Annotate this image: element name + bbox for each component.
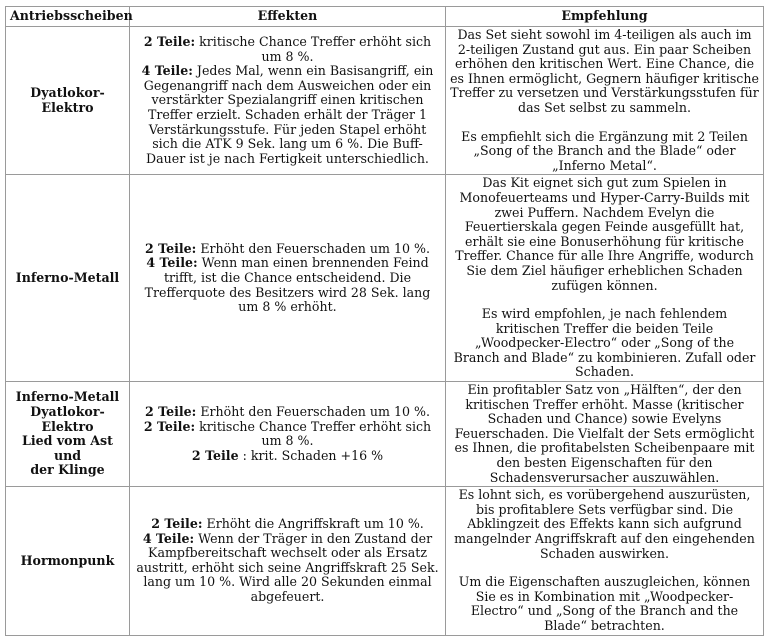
header-row: [6, 7, 764, 27]
recommendation-cell: [446, 27, 764, 175]
set-name-cell: [6, 382, 130, 487]
set-name-cell: [6, 487, 130, 635]
effect-label: 2 Teile:: [143, 418, 196, 434]
recommendation-paragraph: Es wird empfohlen, je nach fehlendem kritischen Treffer die beiden Teile „Woodpecker-Electro“ oder „Song of the Branch and Blade“ zu kombinieren. Zufall oder Schaden.: [453, 306, 756, 380]
recommendation-paragraph: Um die Eigenschaften auszugleichen, können Sie es in Kombination mit „Woodpecker-Electro“ und „Song of the Branch and the Blade“ betrachten.: [458, 574, 751, 633]
set-name-line: Elektro: [41, 99, 94, 115]
set-name-line: Lied vom Ast und: [22, 433, 113, 463]
effects-cell: [130, 27, 446, 175]
table-row: [6, 27, 764, 175]
effect-text: Erhöht die Angriffskraft um 10 %.: [202, 516, 424, 532]
table-row: [6, 175, 764, 382]
drive-disc-table: [5, 6, 764, 636]
set-name-line: Hormonpunk: [20, 552, 115, 568]
effect-label: 4 Teile:: [146, 255, 198, 271]
set-name-line: Dyatlokor-: [30, 85, 105, 101]
recommendation-paragraph: Es lohnt sich, es vorübergehend auszurüsten, bis profitablere Sets verfügbar sind. Die Abklingzeit des Effekts kann sich aufgrund mangelnder Angriffskraft auf den eingehenden Schaden auswirken.: [454, 487, 755, 561]
effect-label: 2 Teile:: [143, 34, 196, 49]
recommendation-paragraph: Ein profitabler Satz von „Hälften“, der den kritischen Treffer erhöht. Masse (kritischer Schaden und Chance) sowie Evelyns Feuerschaden. Die Vielfalt der Sets ermöglicht es Ihnen, die profitabelsten Scheibenpaare mit den besten Eigenschaften für den Schadensverursacher auszuwählen.: [454, 382, 755, 485]
recommendation-paragraph: Es empfiehlt sich die Ergänzung mit 2 Teilen „Song of the Branch and the Blade“ oder „Inferno Metal“.: [461, 128, 748, 173]
set-name-cell: [6, 27, 130, 175]
effect-text: Wenn der Träger in den Zustand der Kampfbereitschaft wechselt oder als Ersatz austritt, erhöht sich seine Angriffskraft 25 Sek. lang um 10 %. Wird alle 20 Sekunden einmal abgefeuert.: [136, 530, 439, 605]
table-row: [6, 487, 764, 635]
effect-text: kritische Chance Treffer erhöht sich um 8 %.: [195, 418, 432, 449]
effects-cell: [130, 487, 446, 635]
effect-label: 2 Teile:: [145, 403, 197, 419]
effect-label: 2 Teile:: [145, 240, 197, 256]
header-set: Antriebsscheiben: [6, 7, 130, 27]
header-effects: Effekten: [130, 7, 446, 27]
set-name-line: Inferno-Metall: [15, 269, 120, 285]
effects-cell: [130, 175, 446, 382]
recommendation-paragraph: Das Set sieht sowohl im 4-teiligen als auch im 2-teiligen Zustand gut aus. Ein paar Scheiben erhöhen den kritischen Wert. Eine Chance, die es Ihnen ermöglicht, Gegnern häufiger kritische Treffer zu versetzen und Verstärkungsstufen für das Set selbst zu sammeln.: [450, 27, 759, 115]
recommendation-cell: [446, 382, 764, 487]
effect-text: : krit. Schaden +16 %: [238, 447, 384, 463]
header-recommendation: Empfehlung: [446, 7, 764, 27]
effect-label: 4 Teile:: [142, 530, 195, 546]
set-name-line: der Klinge: [30, 462, 105, 478]
set-name-line: Dyatlokor-: [30, 403, 105, 419]
recommendation-cell: [446, 175, 764, 382]
recommendation-paragraph: Das Kit eignet sich gut zum Spielen in Monofeuerteams und Hyper-Carry-Builds mit zwei Puffern. Nachdem Evelyn die Feuertierskala gegen Feinde ausgefüllt hat, erhält sie eine Bonuserhöhung für kritische Treffer. Chance für alle Ihre Angriffe, wodurch Sie dem Ziel häufiger erheblichen Schaden zufügen können.: [455, 175, 754, 293]
table-row: [6, 382, 764, 487]
effect-label: 2 Teile: [191, 447, 239, 463]
effect-text: Erhöht den Feuerschaden um 10 %.: [196, 403, 430, 419]
recommendation-cell: [446, 487, 764, 635]
set-name-cell: [6, 175, 130, 382]
effects-cell: [130, 382, 446, 487]
effect-label: 4 Teile:: [141, 63, 193, 79]
set-name-line: Inferno-Metall: [15, 389, 120, 405]
effect-text: Jedes Mal, wenn ein Basisangriff, ein Gegenangriff nach dem Ausweichen oder ein verstärkter Spezialangriff einen kritischen Treffer erzielt. Schaden erhält der Träger 1 Verstärkungsstufe. Für jeden Stapel erhöht sich die ATK 9 Sek. lang um 6 %. Die Buff-Dauer ist je nach Fertigkeit unterschiedlich.: [143, 63, 434, 166]
effect-label: 2 Teile:: [151, 516, 203, 532]
effect-text: Erhöht den Feuerschaden um 10 %.: [196, 240, 430, 256]
effect-text: kritische Chance Treffer erhöht sich um 8 %.: [195, 34, 432, 64]
effect-text: Wenn man einen brennenden Feind trifft, ist die Chance entscheidend. Die Trefferquote des Besitzers wird 28 Sek. lang um 8 % erhöht.: [144, 255, 431, 315]
set-name-line: Elektro: [41, 418, 94, 434]
